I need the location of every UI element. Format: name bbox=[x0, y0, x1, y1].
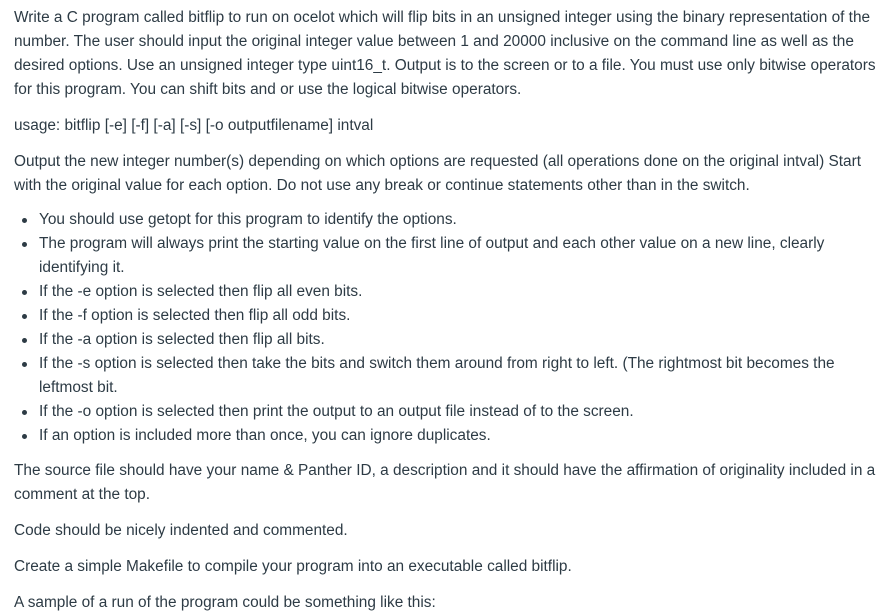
sample-run-paragraph: A sample of a run of the program could be something like this: bbox=[14, 594, 436, 611]
list-item: If the -o option is selected then print the output to an output file instead of to the screen. bbox=[39, 400, 879, 424]
usage-line: usage: bitflip [-e] [-f] [-a] [-s] [-o outputfilename] intval bbox=[14, 117, 374, 134]
intro-paragraph: Write a C program called bitflip to run on ocelot which will flip bits in an unsigned integer using the binary representation of the number. The user should input the original integer value between 1 and 20000 inclusive on the command line as well as the desired options. Use an unsigned integer type uint16_t. Output is to the screen or to a file. You must use only bitwise operators for this program. You can shift bits and or use the logical bitwise operators. bbox=[14, 9, 876, 98]
list-item: If the -e option is selected then flip all even bits. bbox=[39, 280, 879, 304]
list-item: If the -a option is selected then flip all bits. bbox=[39, 328, 879, 352]
list-item: If the -s option is selected then take the bits and switch them around from right to left. (The rightmost bit becomes the leftmost bit. bbox=[39, 352, 879, 400]
output-description: Output the new integer number(s) depending on which options are requested (all operations done on the original intval) Start with the original value for each option. Do not use any break or continue statements other than in the switch. bbox=[14, 153, 862, 194]
list-item: If the -f option is selected then flip all odd bits. bbox=[39, 304, 879, 328]
code-style-paragraph: Code should be nicely indented and commented. bbox=[14, 522, 348, 539]
makefile-paragraph: Create a simple Makefile to compile your program into an executable called bitflip. bbox=[14, 558, 572, 575]
source-file-paragraph: The source file should have your name & Panther ID, a description and it should have the affirmation of originality included in a comment at the top. bbox=[14, 462, 876, 503]
list-item: The program will always print the starting value on the first line of output and each other value on a new line, clearly identifying it. bbox=[39, 232, 879, 280]
list-item: You should use getopt for this program to identify the options. bbox=[39, 208, 879, 232]
requirements-list bbox=[14, 208, 879, 448]
list-item: If an option is included more than once, you can ignore duplicates. bbox=[39, 424, 879, 448]
